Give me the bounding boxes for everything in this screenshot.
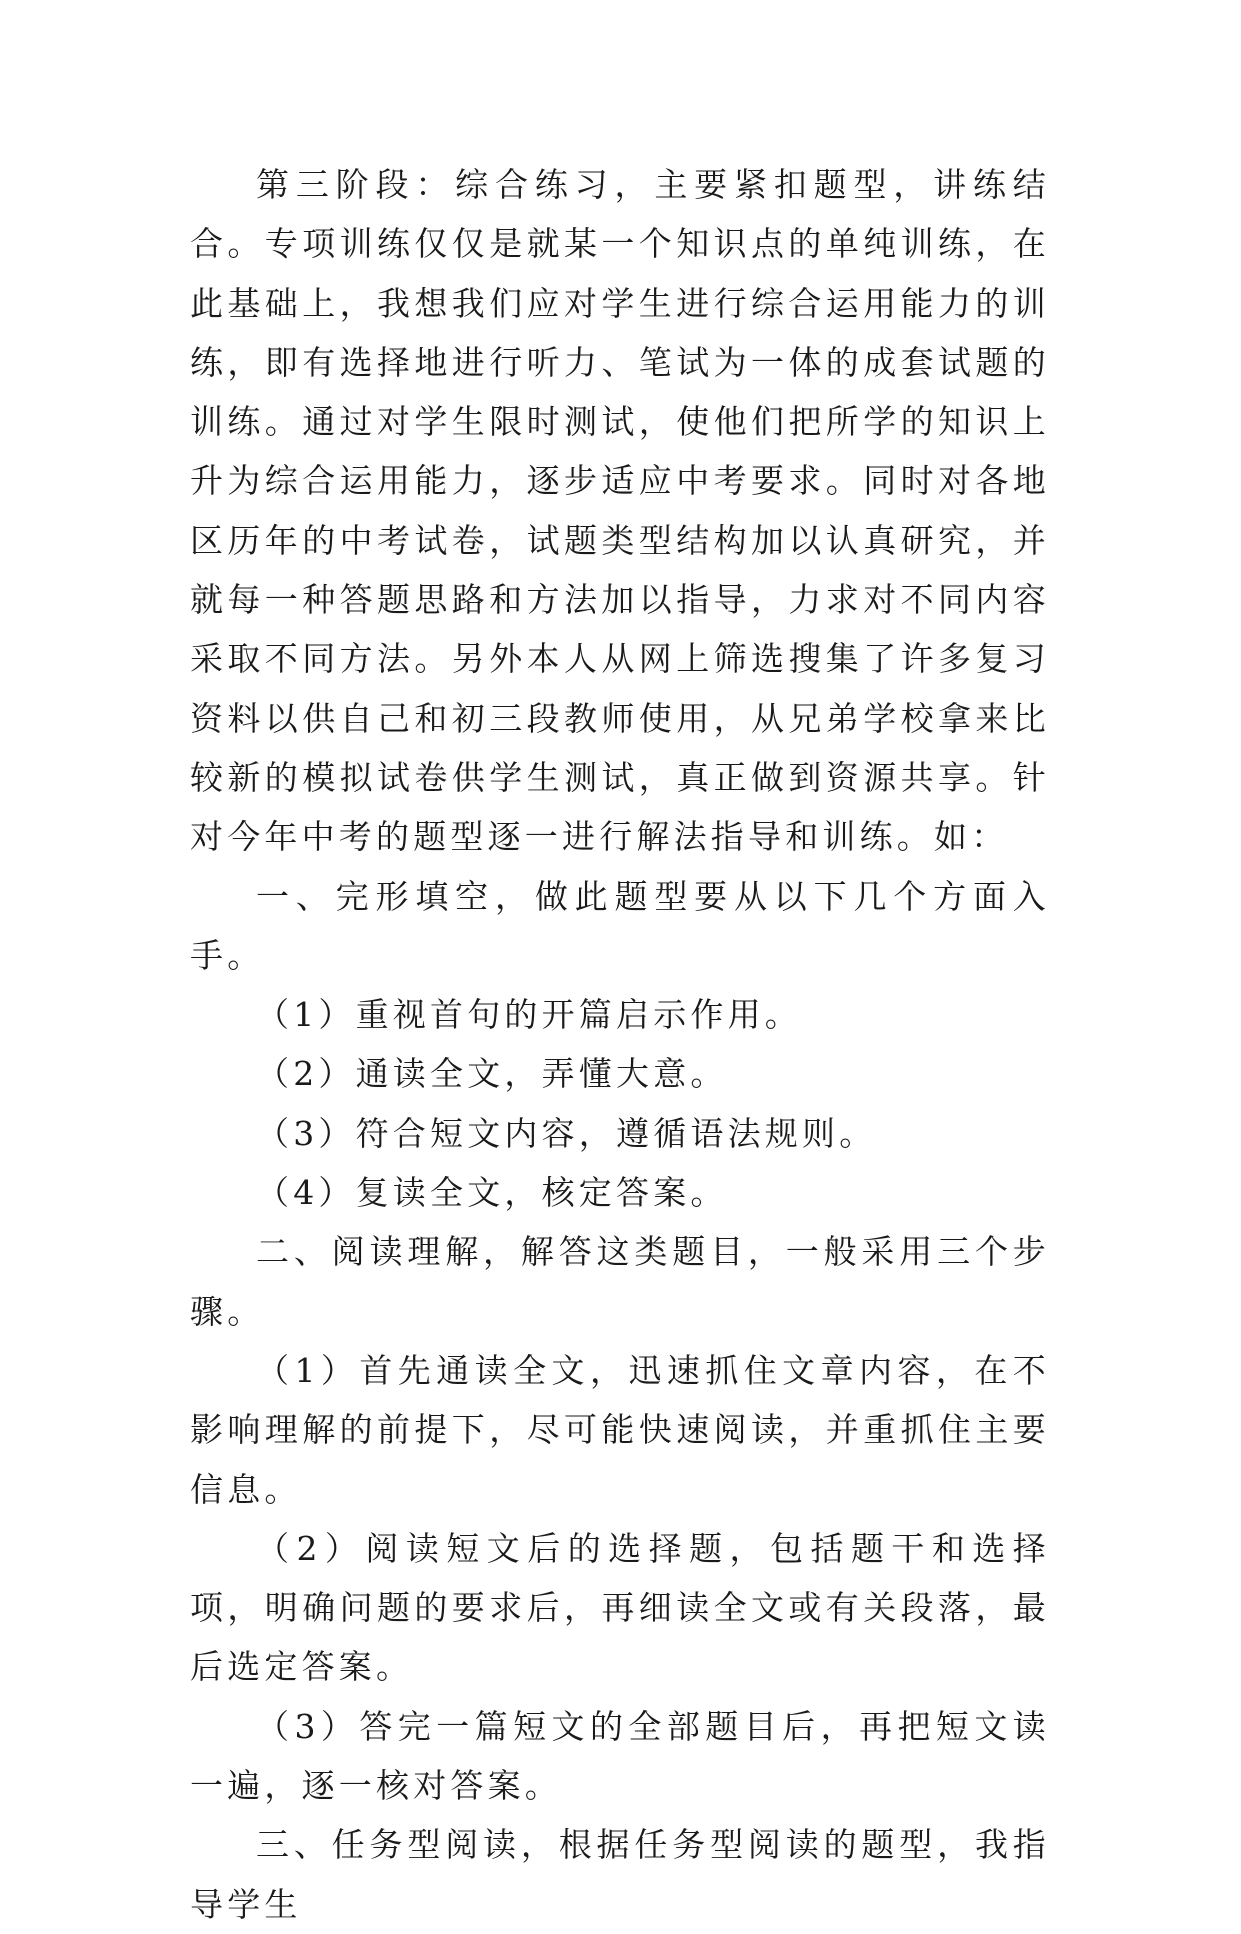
list-item-reading-2: （2）阅读短文后的选择题，包括题干和选择项，明确问题的要求后，再细读全文或有关段落，最后选定答案。 [190, 1528, 1050, 1687]
heading-task-reading: 三、任务型阅读，根据任务型阅读的题型，我指导学生 [190, 1825, 1050, 1924]
list-item-cloze-1: （1）重视首句的开篇启示作用。 [256, 995, 802, 1035]
heading-cloze: 一、完形填空，做此题型要从以下几个方面入手。 [190, 876, 1050, 975]
list-item-cloze-3: （3）符合短文内容，遵循语法规则。 [256, 1113, 877, 1153]
heading-reading: 二、阅读理解，解答这类题目，一般采用三个步骤。 [190, 1232, 1050, 1331]
list-item-reading-1: （1）首先通读全文，迅速抓住文章内容，在不影响理解的前提下，尽可能快速阅读，并重抓住主要信息。 [190, 1350, 1050, 1509]
paragraph-stage-three: 第三阶段：综合练习，主要紧扣题型，讲练结合。专项训练仅仅是就某一个知识点的单纯训练，在此基础上，我想我们应对学生进行综合运用能力的训练，即有选择地进行听力、笔试为一体的成套试题的训练。通过对学生限时测试，使他们把所学的知识上升为综合运用能力，逐步适应中考要求。同时对各地区历年的中考试卷，试题类型结构加以认真研究，并就每一种答题思路和方法加以指导，力求对不同内容采取不同方法。另外本人从网上筛选搜集了许多复习资料以供自己和初三段教师使用，从兄弟学校拿来比较新的模拟试卷供学生测试，真正做到资源共享。针对今年中考的题型逐一进行解法指导和训练。如： [190, 165, 1050, 857]
document-body [190, 155, 1050, 1934]
list-item-cloze-2: （2）通读全文，弄懂大意。 [256, 1054, 728, 1094]
list-item-cloze-4: （4）复读全文，核定答案。 [256, 1173, 728, 1213]
list-item-reading-3: （3）答完一篇短文的全部题目后，再把短文读一遍，逐一核对答案。 [190, 1706, 1050, 1806]
